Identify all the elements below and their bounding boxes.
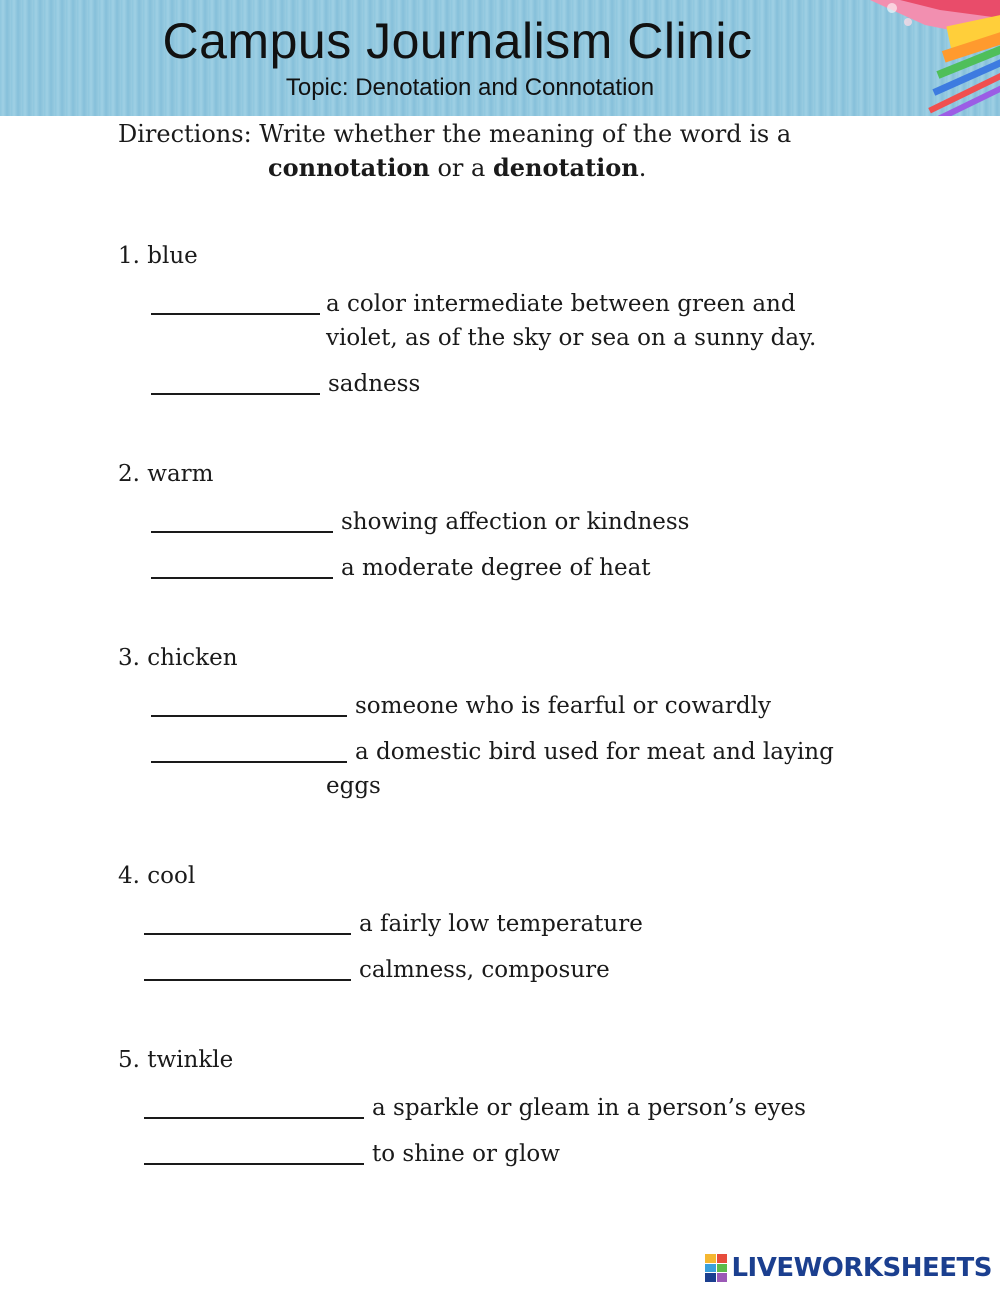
answer-blank[interactable] xyxy=(151,531,333,533)
term-denotation: denotation xyxy=(492,153,639,182)
definition: a domestic bird used for meat and laying xyxy=(355,739,834,765)
definition-continuation: eggs xyxy=(326,773,381,799)
worksheet-topic: Topic: Denotation and Connotation xyxy=(285,74,655,101)
liveworksheets-brand: LIVEWORKSHEETS xyxy=(731,1253,992,1283)
answer-blank[interactable] xyxy=(151,393,320,395)
definition: a fairly low temperature xyxy=(359,911,643,937)
liveworksheets-icon xyxy=(705,1254,727,1282)
definition-line: a color intermediate between green and xyxy=(326,291,796,317)
definition: to shine or glow xyxy=(372,1141,560,1167)
definition xyxy=(326,287,816,355)
answer-blank[interactable] xyxy=(144,933,351,935)
definition-line: violet, as of the sky or sea on a sunny day. xyxy=(326,325,817,351)
directions-connector: or a xyxy=(429,154,493,182)
directions-line-2 xyxy=(118,151,791,185)
answer-blank[interactable] xyxy=(151,313,320,315)
definition: sadness xyxy=(328,371,421,397)
item-word: 2. warm xyxy=(118,461,214,487)
directions-period: . xyxy=(638,154,647,182)
directions-line-1: Directions: Write whether the meaning of the word is a xyxy=(118,120,792,148)
term-connotation: connotation xyxy=(268,153,430,182)
item-word: 1. blue xyxy=(118,243,198,269)
liveworksheets-logo xyxy=(705,1252,992,1284)
item-word: 4. cool xyxy=(118,863,196,889)
definition: a moderate degree of heat xyxy=(341,555,651,581)
answer-blank[interactable] xyxy=(144,979,351,981)
answer-blank[interactable] xyxy=(144,1117,364,1119)
definition: someone who is fearful or cowardly xyxy=(355,693,771,719)
item-word: 5. twinkle xyxy=(118,1047,234,1073)
answer-blank[interactable] xyxy=(144,1163,364,1165)
answer-blank[interactable] xyxy=(151,715,347,717)
definition: showing affection or kindness xyxy=(341,509,690,535)
directions xyxy=(118,118,791,185)
answer-blank[interactable] xyxy=(151,577,333,579)
answer-blank[interactable] xyxy=(151,761,347,763)
definition: calmness, composure xyxy=(359,957,610,983)
item-word: 3. chicken xyxy=(118,645,238,671)
worksheet-title: Campus Journalism Clinic xyxy=(162,13,753,69)
header-banner xyxy=(0,0,1000,116)
definition: a sparkle or gleam in a person’s eyes xyxy=(372,1095,806,1121)
